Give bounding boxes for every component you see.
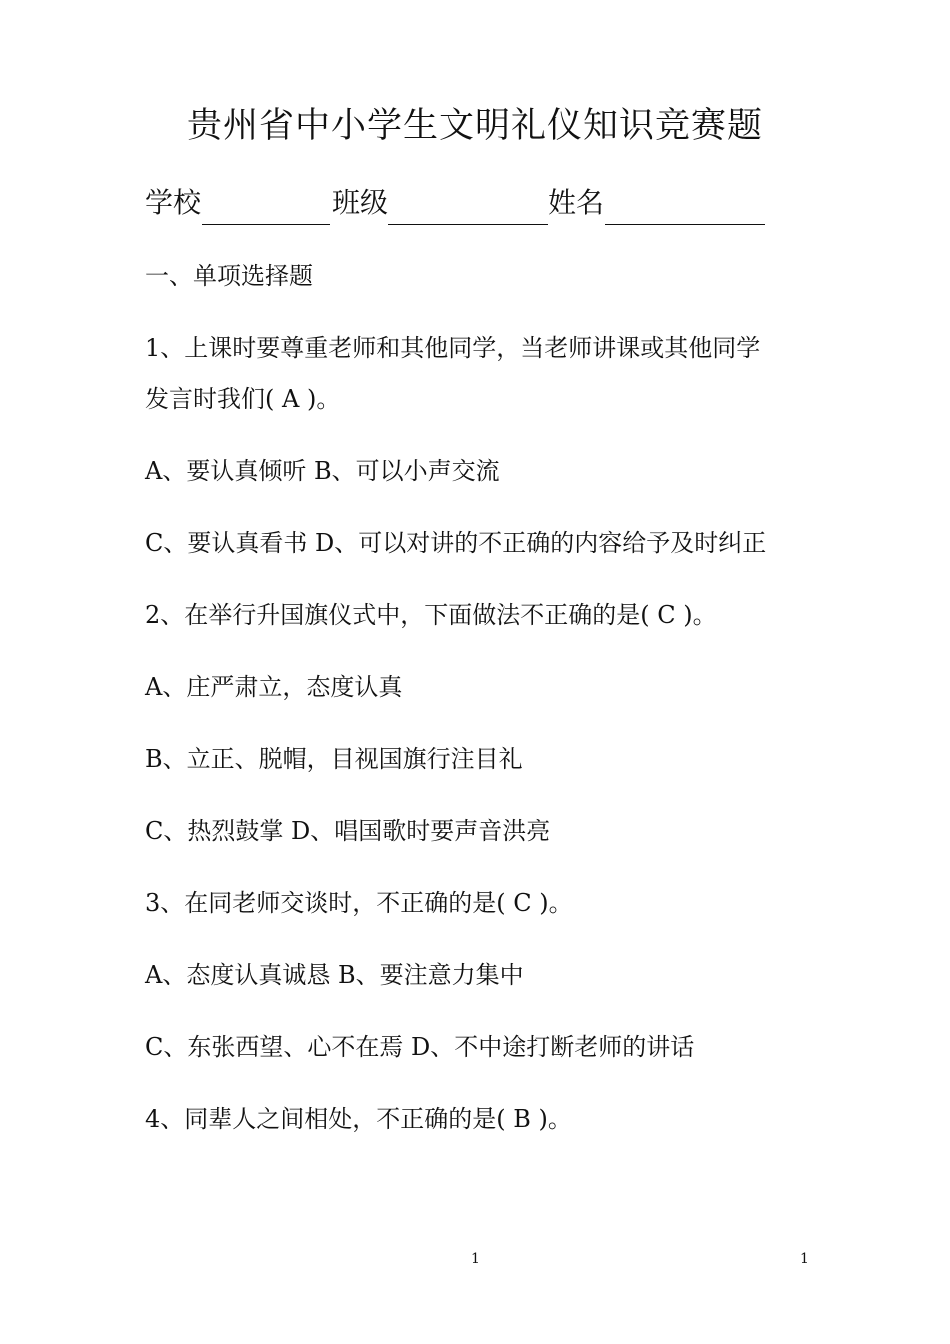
name-blank xyxy=(605,224,765,225)
question-1-line-1: 1、上课时要尊重老师和其他同学，当老师讲课或其他同学 xyxy=(145,334,761,362)
question-4-stem: 4、同辈人之间相处，不正确的是( B )。 xyxy=(145,1105,572,1133)
page-number-center: 1 xyxy=(471,1251,480,1267)
question-1-line-2: 发言时我们( A )。 xyxy=(145,385,341,413)
school-label: 学校 xyxy=(145,186,202,219)
question-1-options-cd: C、要认真看书 D、可以对讲的不正确的内容给予及时纠正 xyxy=(145,529,767,557)
class-blank xyxy=(388,224,548,225)
document-title: 贵州省中小学生文明礼仪知识竞赛题 xyxy=(186,106,763,146)
question-2-options-cd: C、热烈鼓掌 D、唱国歌时要声音洪亮 xyxy=(145,817,551,845)
page-number-right: 1 xyxy=(800,1251,809,1267)
question-3-stem: 3、在同老师交谈时，不正确的是( C )。 xyxy=(145,889,573,917)
name-label: 姓名 xyxy=(548,186,605,219)
question-3-options-ab: A、态度认真诚恳 B、要注意力集中 xyxy=(145,961,524,989)
section-heading: 一、单项选择题 xyxy=(145,262,313,290)
class-label: 班级 xyxy=(332,186,389,219)
student-info-row xyxy=(145,180,805,230)
question-1-options-ab: A、要认真倾听 B、可以小声交流 xyxy=(145,457,500,485)
question-2-option-b: B、立正、脱帽，目视国旗行注目礼 xyxy=(145,745,523,773)
question-2-option-a: A、庄严肃立，态度认真 xyxy=(145,673,403,701)
school-blank xyxy=(202,224,330,225)
question-3-options-cd: C、东张西望、心不在焉 D、不中途打断老师的讲话 xyxy=(145,1033,695,1061)
question-2-stem: 2、在举行升国旗仪式中，下面做法不正确的是( C )。 xyxy=(145,601,717,629)
